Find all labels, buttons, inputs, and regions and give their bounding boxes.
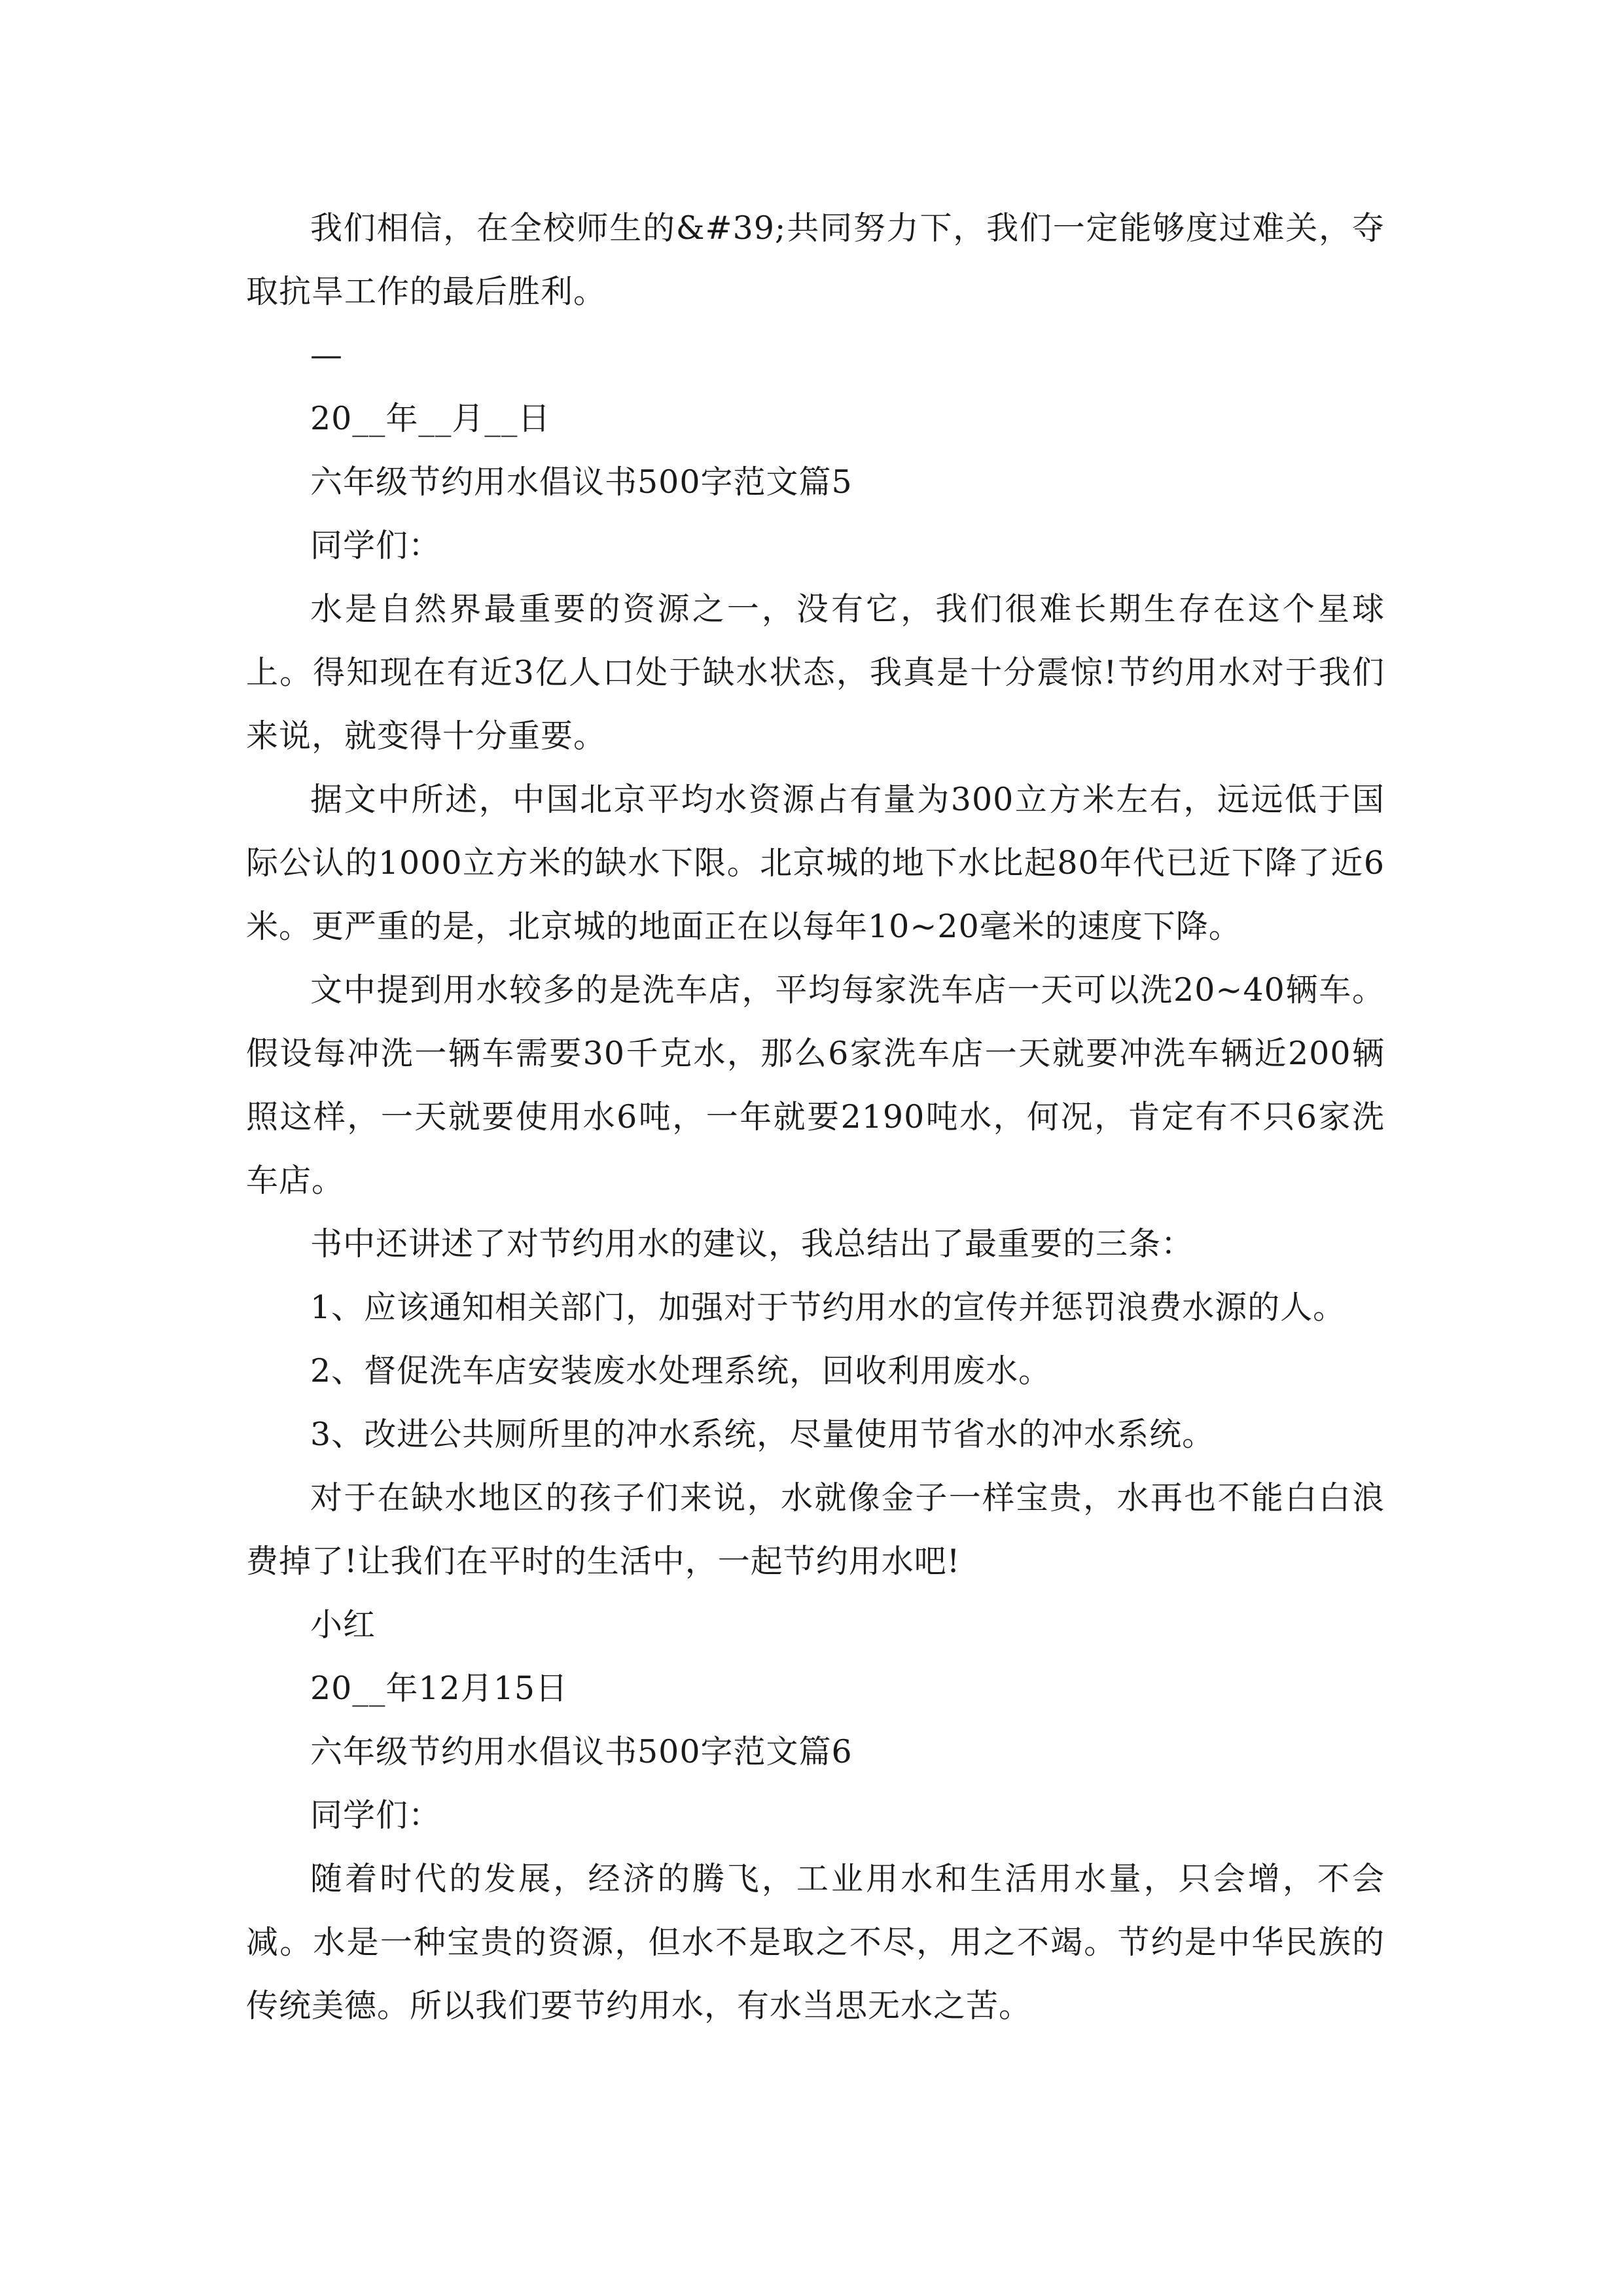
- salutation-2: 同学们：: [310, 1797, 442, 1834]
- suggestions-intro: 书中还讲述了对节约用水的建议，我总结出了最重要的三条：: [310, 1225, 1194, 1263]
- suggestion-item-3: 3、改进公共厕所里的冲水系统，尽量使用节省水的冲水系统。: [310, 1416, 1215, 1453]
- paragraph-car-wash: 文中提到用水较多的是洗车店，平均每家洗车店一天可以洗20~40辆车。假设每冲洗一辆车需要30千克水，那么6家洗车店一天就要冲洗车辆近200辆照这样，一天就要使用水6吨，一年就要2190吨水，何况，肯定有不只6家洗车店。: [246, 971, 1385, 1199]
- paragraph-confidence: 我们相信，在全校师生的&#39;共同努力下，我们一定能够度过难关，夺取抗旱工作的最后胜利。: [246, 209, 1385, 310]
- paragraph-development: 随着时代的发展，经济的腾飞，工业用水和生活用水量，只会增，不会减。水是一种宝贵的资源，但水不是取之不尽，用之不竭。节约是中华民族的传统美德。所以我们要节约用水，有水当思无水之苦。: [246, 1860, 1385, 2024]
- paragraph-beijing-water: 据文中所述，中国北京平均水资源占有量为300立方米左右，远远低于国际公认的1000立方米的缺水下限。北京城的地下水比起80年代已近下降了近6米。更严重的是，北京城的地面正在以每年10~20毫米的速度下降。: [246, 781, 1385, 945]
- author-name: 小红: [310, 1606, 376, 1643]
- suggestion-item-2: 2、督促洗车店安装废水处理系统，回收利用废水。: [310, 1352, 1052, 1390]
- document-body: [246, 196, 1385, 2037]
- date-line-2: 20__年12月15日: [310, 1670, 569, 1707]
- section-heading-6: 六年级节约用水倡议书500字范文篇6: [310, 1733, 853, 1770]
- paragraph-water-importance: 水是自然界最重要的资源之一，没有它，我们很难长期生存在这个星球上。得知现在有近3亿人口处于缺水状态，我真是十分震惊!节约用水对于我们来说，就变得十分重要。: [246, 590, 1385, 755]
- suggestion-item-1: 1、应该通知相关部门，加强对于节约用水的宣传并惩罚浪费水源的人。: [310, 1289, 1346, 1326]
- salutation: 同学们：: [310, 527, 442, 564]
- date-line: 20__年__月__日: [310, 400, 551, 437]
- section-heading-5: 六年级节约用水倡议书500字范文篇5: [310, 463, 853, 501]
- signature-dash: —: [310, 336, 343, 374]
- paragraph-closing-call: 对于在缺水地区的孩子们来说，水就像金子一样宝贵，水再也不能白白浪费掉了!让我们在平时的生活中，一起节约用水吧!: [246, 1479, 1385, 1580]
